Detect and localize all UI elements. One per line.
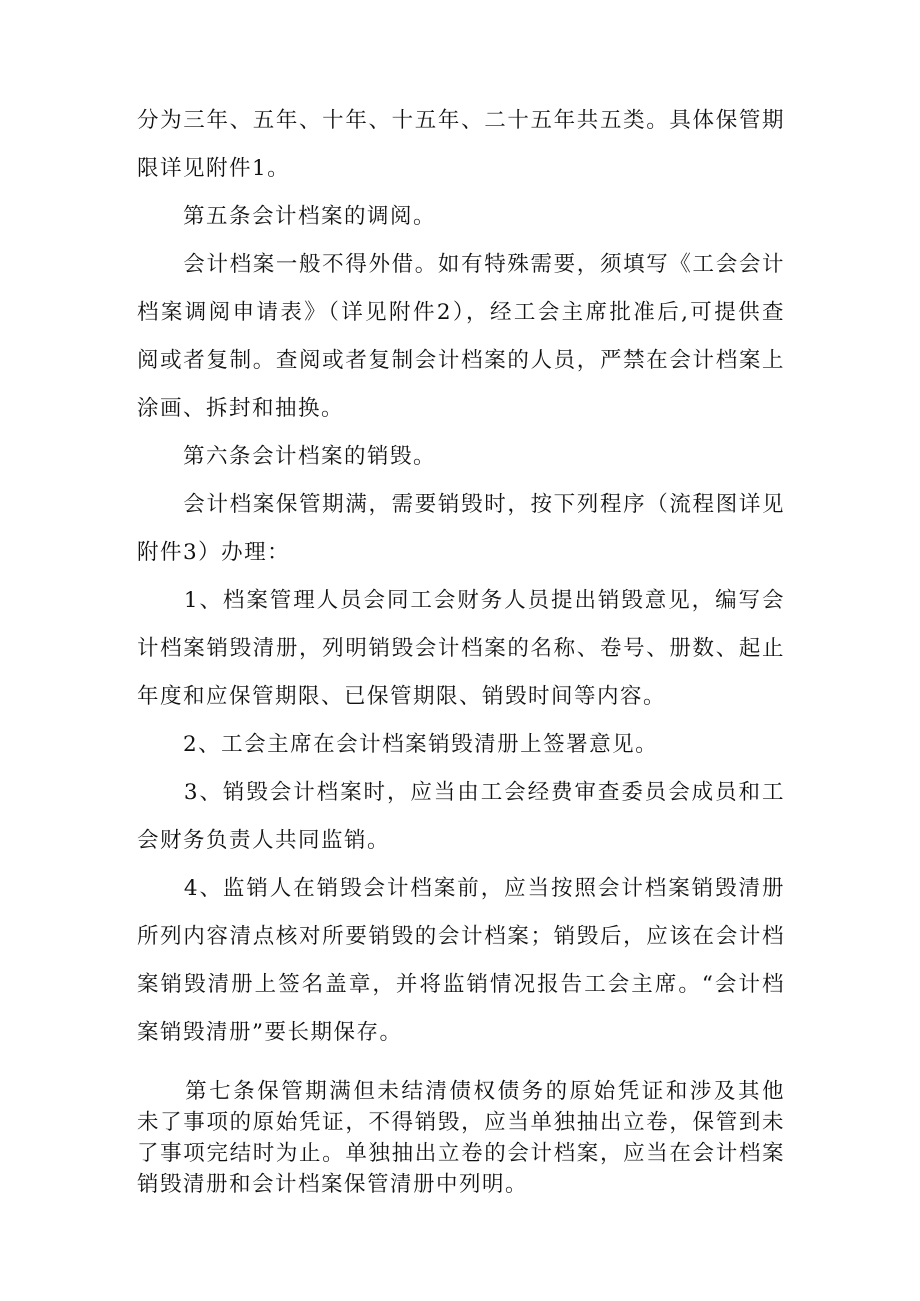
procedure-step-1	[137, 577, 785, 721]
text-line: 限详见附件1。	[137, 156, 291, 181]
paragraph-destruction-procedure	[137, 481, 785, 577]
text-line: 阅或者复制。查阅或者复制会计档案的人员，严禁在会计档案上	[137, 348, 785, 373]
text-line: 案销毁清册上签名盖章，并将监销情况报告工会主席。“会计档	[137, 972, 785, 997]
text-line: 第五条会计档案的调阅。	[137, 204, 437, 229]
text-line: 涂画、拆封和抽换。	[137, 396, 345, 421]
text-line: 了事项完结时为止。单独抽出立卷的会计档案，应当在会计档案	[137, 1141, 785, 1166]
procedure-step-4	[137, 865, 785, 1057]
text-line: 1、档案管理人员会同工会财务人员提出销毁意见，编写会	[137, 588, 785, 613]
text-line: 会计档案一般不得外借。如有特殊需要，须填写《工会会计	[137, 252, 785, 277]
document-page	[137, 97, 785, 1200]
procedure-step-2	[137, 721, 785, 769]
text-line: 第六条会计档案的销毁。	[137, 444, 437, 469]
text-line: 附件3）办理：	[137, 540, 291, 565]
text-line: 计档案销毁清册，列明销毁会计档案的名称、卷号、册数、起止	[137, 636, 785, 661]
text-line: 年度和应保管期限、已保管期限、销毁时间等内容。	[137, 684, 667, 709]
text-line: 销毁清册和会计档案保管清册中列明。	[137, 1172, 529, 1197]
text-line: 档案调阅申请表》（详见附件2），经工会主席批准后,可提供查	[137, 300, 785, 325]
article-6-heading	[137, 433, 785, 481]
text-line: 4、监销人在销毁会计档案前，应当按照会计档案销毁清册	[137, 876, 785, 901]
text-line: 2、工会主席在会计档案销毁清册上签署意见。	[137, 732, 659, 757]
text-line: 未了事项的原始凭证，不得销毁，应当单独抽出立卷，保管到未	[137, 1110, 785, 1135]
procedure-step-3	[137, 769, 785, 865]
paragraph-retention-periods	[137, 97, 785, 193]
article-5-heading	[137, 193, 785, 241]
paragraph-archive-access	[137, 241, 785, 433]
text-line: 3、销毁会计档案时，应当由工会经费审查委员会成员和工	[137, 780, 785, 805]
text-line: 分为三年、五年、十年、十五年、二十五年共五类。具体保管期	[137, 108, 785, 133]
text-line: 案销毁清册”要长期保存。	[137, 1020, 403, 1045]
text-line: 会计档案保管期满，需要销毁时，按下列程序（流程图详见	[137, 492, 785, 517]
text-line: 会财务负责人共同监销。	[137, 828, 391, 853]
text-line: 第七条保管期满但未结清债权债务的原始凭证和涉及其他	[137, 1079, 785, 1104]
text-line: 所列内容清点核对所要销毁的会计档案；销毁后，应该在会计档	[137, 924, 785, 949]
article-7-paragraph	[137, 1076, 785, 1200]
